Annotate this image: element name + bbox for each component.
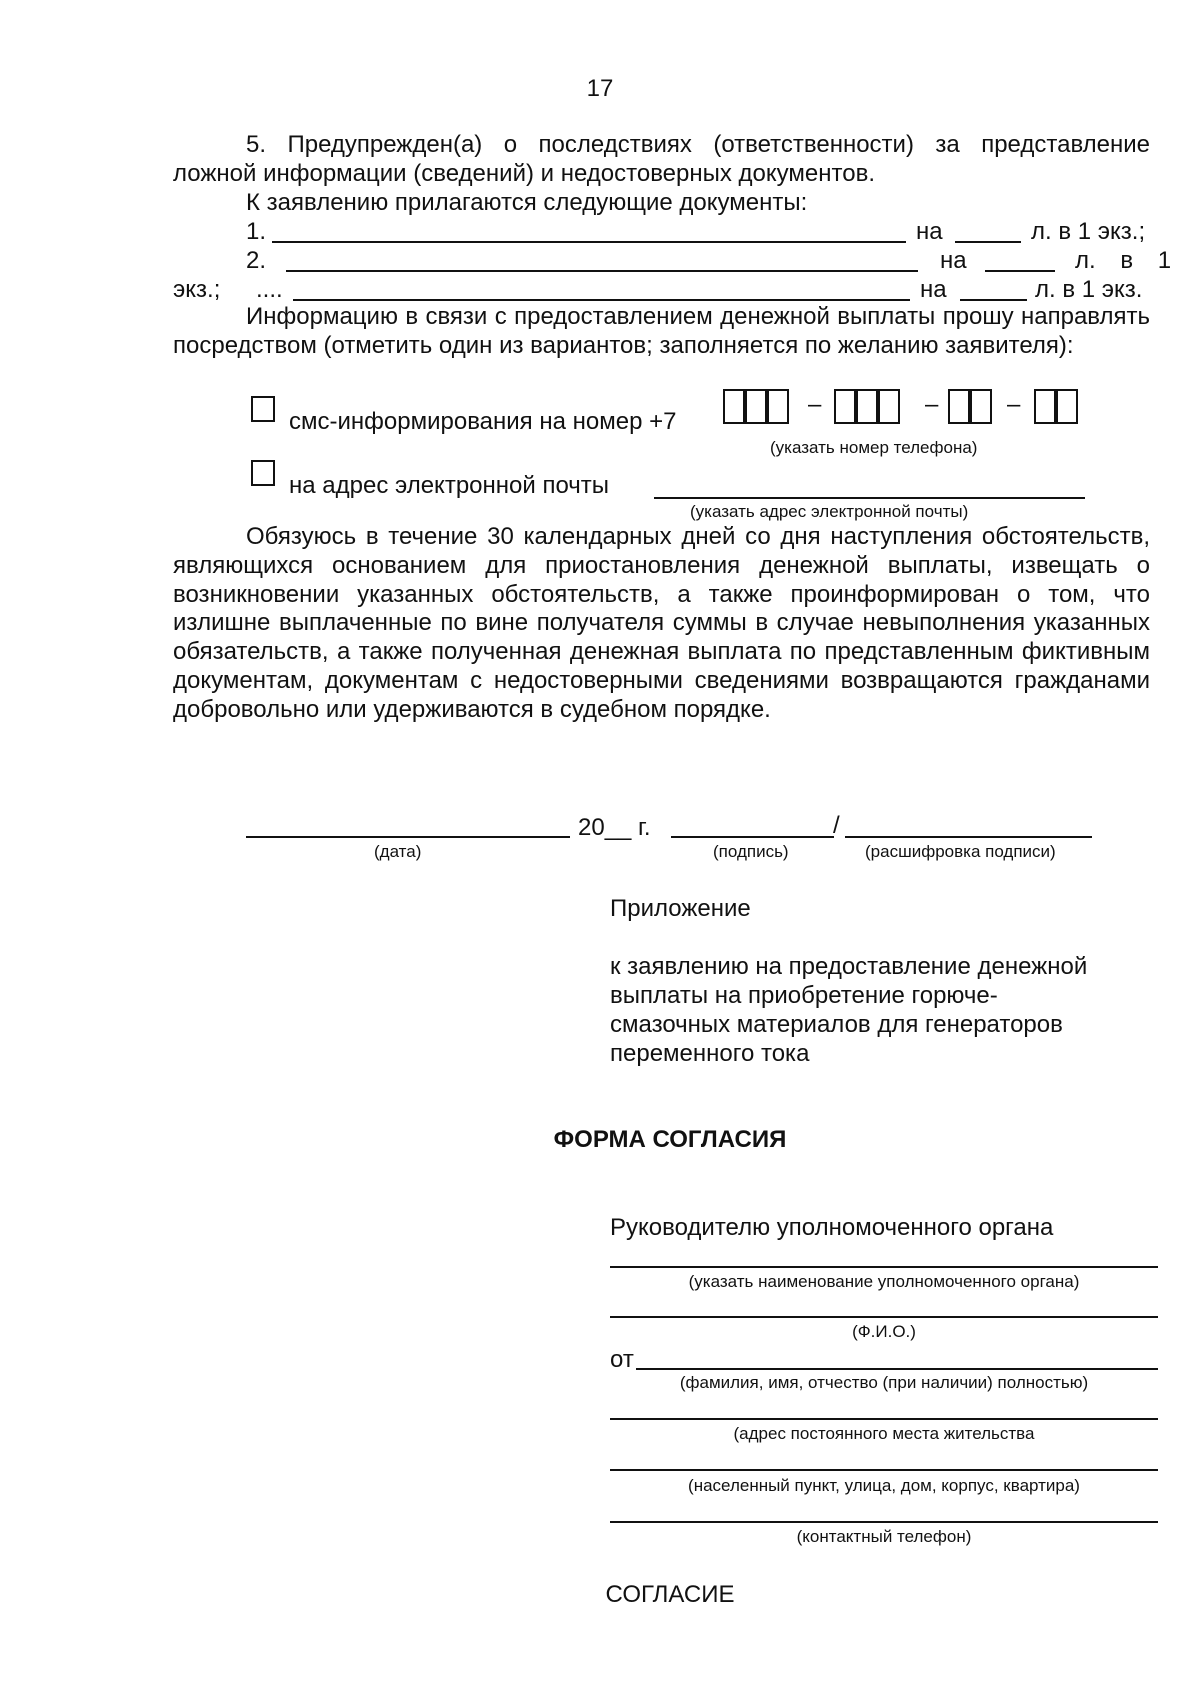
addressee-to: Руководителю уполномоченного органа — [610, 1214, 1054, 1241]
org-hint: (указать наименование уполномоченного органа) — [688, 1272, 1080, 1291]
date-hint: (дата) — [374, 842, 422, 861]
attachment-2-name-line[interactable] — [286, 270, 918, 272]
attachments-intro: К заявлению прилагаются следующие документы: — [246, 189, 808, 216]
phone-digit-box[interactable] — [878, 389, 900, 424]
attachment-3-pages-line[interactable] — [960, 299, 1027, 301]
phone-digit-box[interactable] — [970, 389, 992, 424]
date-line[interactable] — [246, 836, 570, 838]
signature-decode-hint: (расшифровка подписи) — [865, 842, 1056, 861]
attachment-2-pages-line[interactable] — [985, 270, 1055, 272]
address-detail-line[interactable] — [610, 1469, 1158, 1471]
warning-paragraph: 5. Предупрежден(а) о последствиях (ответственности) за представление ложной информации (сведений) и недостоверных документов. — [173, 131, 1150, 187]
appendix-line: выплаты на приобретение горюче- — [610, 982, 998, 1009]
email-address-line[interactable] — [654, 497, 1085, 499]
attachment-1-name-line[interactable] — [272, 241, 906, 243]
sms-checkbox[interactable] — [251, 396, 275, 422]
sms-hint: (указать номер телефона) — [770, 438, 978, 457]
info-request-paragraph: Информацию в связи с предоставлением денежной выплаты прошу направлять посредством (отметить один из вариантов; заполняется по желанию заявителя): — [173, 303, 1150, 359]
obligation-paragraph: Обязуюсь в течение 30 календарных дней со дня наступления обстоятельств, являющихся основанием для приостановления денежной выплаты, извещать о возникновении указанных обстоятельств, а также проинформирован о том, что излишне выплаченные по вине получателя суммы в случае невыполнения указанных обязательств, а также полученная денежная выплата по представленным фиктивным документам, документам с недостоверными сведениями возвращаются гражданами добровольно или удерживаются в судебном порядке. — [173, 523, 1150, 723]
signature-slash: / — [833, 812, 840, 839]
attachment-3-number: .... — [256, 276, 283, 303]
signature-decode-line[interactable] — [845, 836, 1092, 838]
attachment-3-name-line[interactable] — [293, 299, 910, 301]
sms-option-label: смс-информирования на номер +7 — [289, 408, 677, 435]
attachment-3-rest: л. в 1 экз. — [1035, 276, 1143, 303]
phone-separator: – — [1007, 391, 1021, 418]
attachment-1-rest: л. в 1 экз.; — [1031, 218, 1146, 245]
consent-title: СОГЛАСИЕ — [605, 1581, 735, 1608]
appendix-title: Приложение — [610, 895, 751, 922]
email-hint: (указать адрес электронной почты) — [690, 502, 969, 521]
phone-digit-box[interactable] — [834, 389, 856, 424]
phone-digit-box[interactable] — [723, 389, 745, 424]
attachment-1-pages-line[interactable] — [955, 241, 1021, 243]
org-name-line[interactable] — [610, 1266, 1158, 1268]
address-hint: (адрес постоянного места жительства — [733, 1424, 1035, 1443]
phone-separator: – — [808, 391, 822, 418]
signature-hint: (подпись) — [713, 842, 789, 861]
attachment-2-number: 2. — [246, 247, 267, 274]
address-detail-hint: (населенный пункт, улица, дом, корпус, квартира) — [688, 1476, 1080, 1495]
fio-hint: (Ф.И.О.) — [852, 1322, 916, 1341]
attachment-2-rest: л. в 1 — [1075, 247, 1172, 274]
signature-year: 20__ г. — [578, 814, 651, 841]
attachment-3-na: на — [920, 276, 947, 303]
phone-digit-box[interactable] — [1056, 389, 1078, 424]
attachment-3-prefix: экз.; — [173, 276, 221, 303]
appendix-line: к заявлению на предоставление денежной — [610, 953, 1088, 980]
page-number — [0, 74, 1200, 103]
phone-digit-box[interactable] — [948, 389, 970, 424]
address-line[interactable] — [610, 1418, 1158, 1420]
attachment-1-number: 1. — [246, 218, 267, 245]
signature-line[interactable] — [671, 836, 834, 838]
fio-line[interactable] — [610, 1316, 1158, 1318]
page-number-text: 17 — [586, 75, 614, 102]
from-label: от — [610, 1346, 634, 1373]
phone-digit-box[interactable] — [767, 389, 789, 424]
phone-hint: (контактный телефон) — [796, 1527, 972, 1546]
from-name-line[interactable] — [636, 1368, 1158, 1370]
phone-line[interactable] — [610, 1521, 1158, 1523]
attachment-2-na: на — [940, 247, 967, 274]
email-checkbox[interactable] — [251, 460, 275, 486]
appendix-line: смазочных материалов для генераторов — [610, 1011, 1063, 1038]
phone-digit-box[interactable] — [745, 389, 767, 424]
phone-digit-box[interactable] — [1034, 389, 1056, 424]
from-hint: (фамилия, имя, отчество (при наличии) полностью) — [679, 1373, 1089, 1392]
form-title: ФОРМА СОГЛАСИЯ — [553, 1126, 787, 1153]
appendix-line: переменного тока — [610, 1040, 810, 1067]
phone-separator: – — [925, 391, 939, 418]
phone-digit-box[interactable] — [856, 389, 878, 424]
email-option-label: на адрес электронной почты — [289, 472, 610, 499]
attachment-1-na: на — [916, 218, 943, 245]
